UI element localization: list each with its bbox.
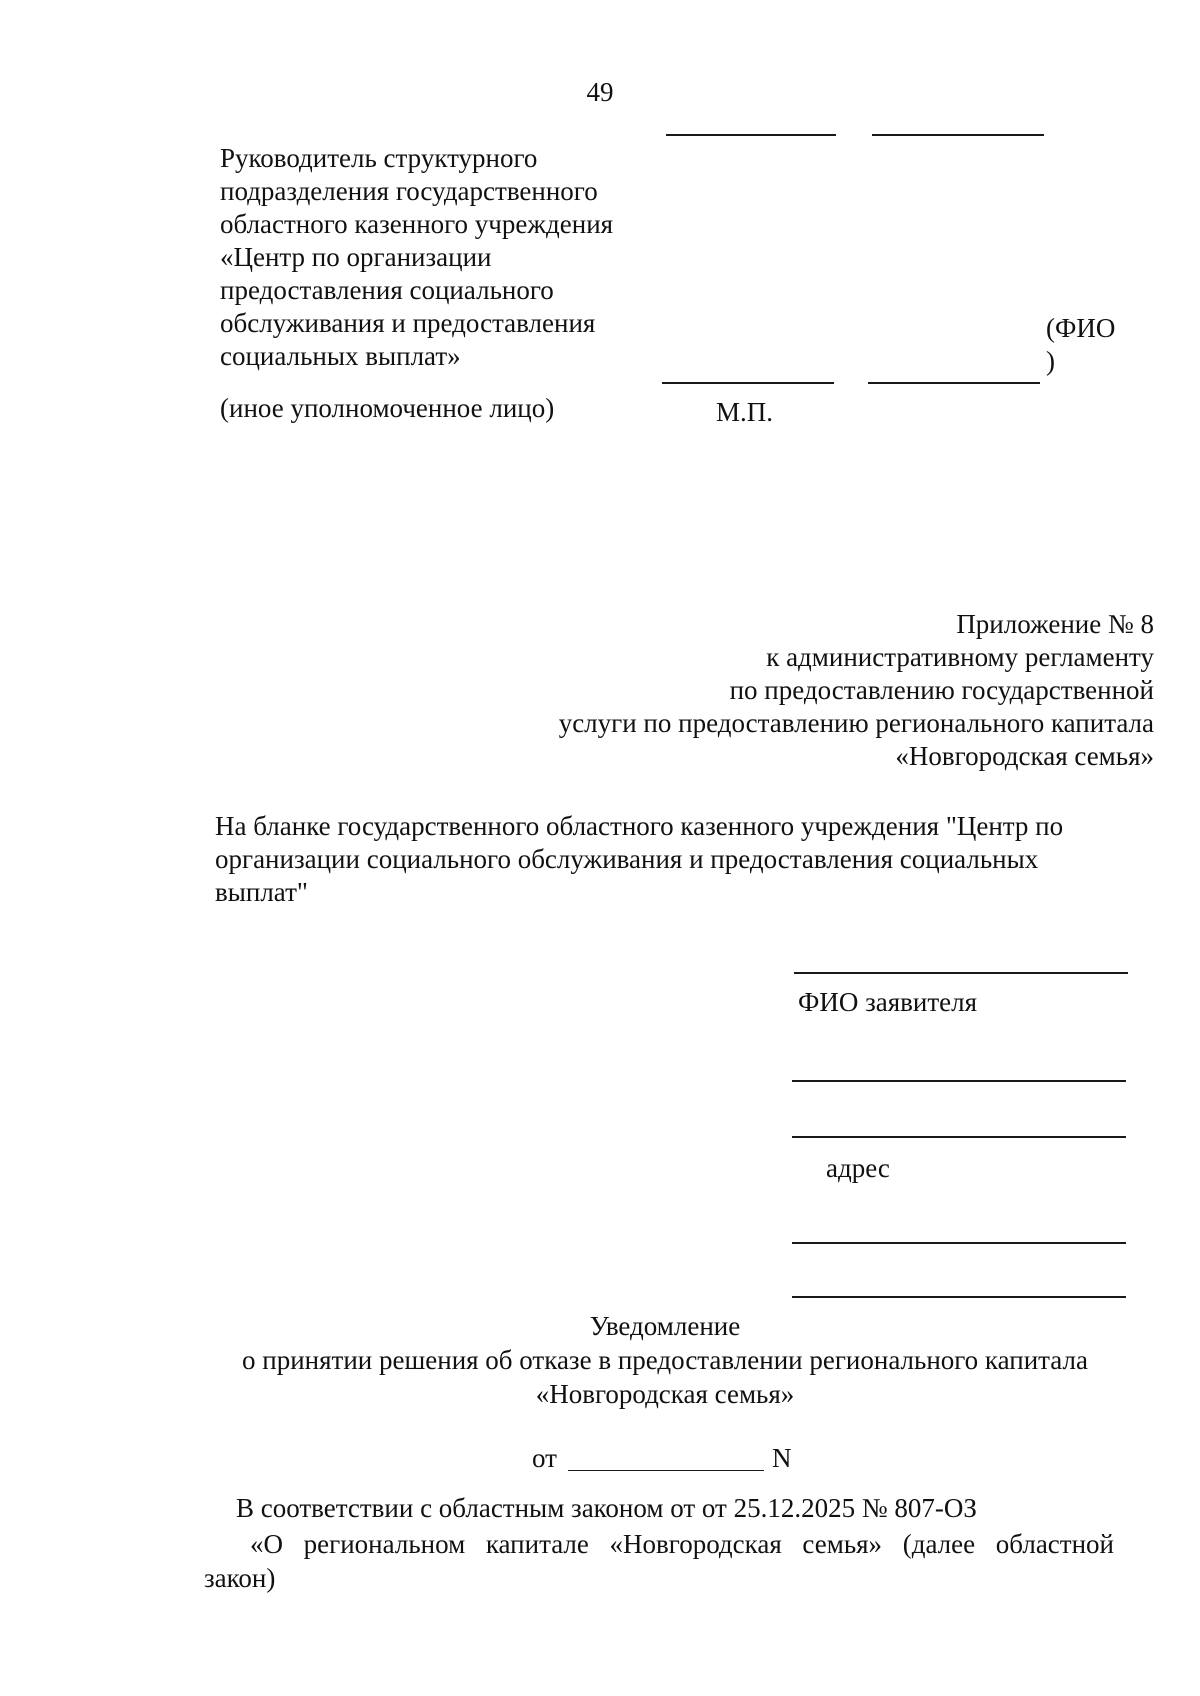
- body-line: «О региональном капитале «Новгородская семья» (далее областной: [250, 1529, 1114, 1559]
- body-line: В соответствии с областным законом от от 25.12.2025 № 807-ОЗ: [236, 1493, 977, 1523]
- signatory-line: областного казенного учреждения: [220, 209, 614, 239]
- signatory-line: социальных выплат»: [220, 341, 461, 371]
- signatory-line: подразделения государственного: [220, 176, 598, 206]
- name-line: [872, 134, 1044, 136]
- fio-label-close: ): [1046, 346, 1055, 376]
- address-line: [792, 1242, 1126, 1244]
- notice-subtitle: «Новгородская семья»: [535, 1379, 795, 1409]
- applicant-fio-label: ФИО заявителя: [798, 987, 978, 1017]
- applicant-name-line: [794, 972, 1128, 974]
- signatory-line: Руководитель структурного: [220, 143, 538, 173]
- number-label: N: [772, 1443, 792, 1473]
- appendix-line: по предоставлению государственной: [729, 675, 1154, 705]
- body-line: закон): [204, 1563, 276, 1593]
- name-line: [868, 382, 1040, 384]
- page-number: 49: [586, 77, 614, 107]
- notice-title: Уведомление: [589, 1311, 741, 1341]
- notice-subtitle: о принятии решения об отказе в предоставлении регионального капитала: [242, 1345, 1088, 1375]
- other-person-label: (иное уполномоченное лицо): [220, 393, 555, 423]
- appendix-line: к административному регламенту: [766, 642, 1154, 672]
- signature-line: [662, 382, 834, 384]
- address-line: [792, 1296, 1126, 1298]
- letterhead-line: организации социального обслуживания и предоставления социальных: [215, 844, 1039, 874]
- letterhead-line: выплат": [215, 877, 308, 907]
- appendix-line: Приложение № 8: [956, 609, 1154, 639]
- letterhead-line: На бланке государственного областного казенного учреждения "Центр по: [215, 811, 1064, 841]
- signatory-line: «Центр по организации: [220, 242, 492, 272]
- address-label: адрес: [826, 1153, 890, 1183]
- date-line: [568, 1470, 764, 1471]
- applicant-info-line: [792, 1080, 1126, 1082]
- signatory-line: предоставления социального: [220, 275, 554, 305]
- signatory-line: обслуживания и предоставления: [220, 308, 596, 338]
- fio-label: (ФИО: [1046, 313, 1116, 343]
- appendix-line: услуги по предоставлению регионального капитала: [558, 708, 1154, 738]
- appendix-line: «Новгородская семья»: [895, 741, 1154, 771]
- applicant-info-line: [792, 1136, 1126, 1138]
- signature-line: [666, 134, 836, 136]
- date-label: от: [532, 1443, 557, 1473]
- stamp-label: М.П.: [716, 397, 774, 427]
